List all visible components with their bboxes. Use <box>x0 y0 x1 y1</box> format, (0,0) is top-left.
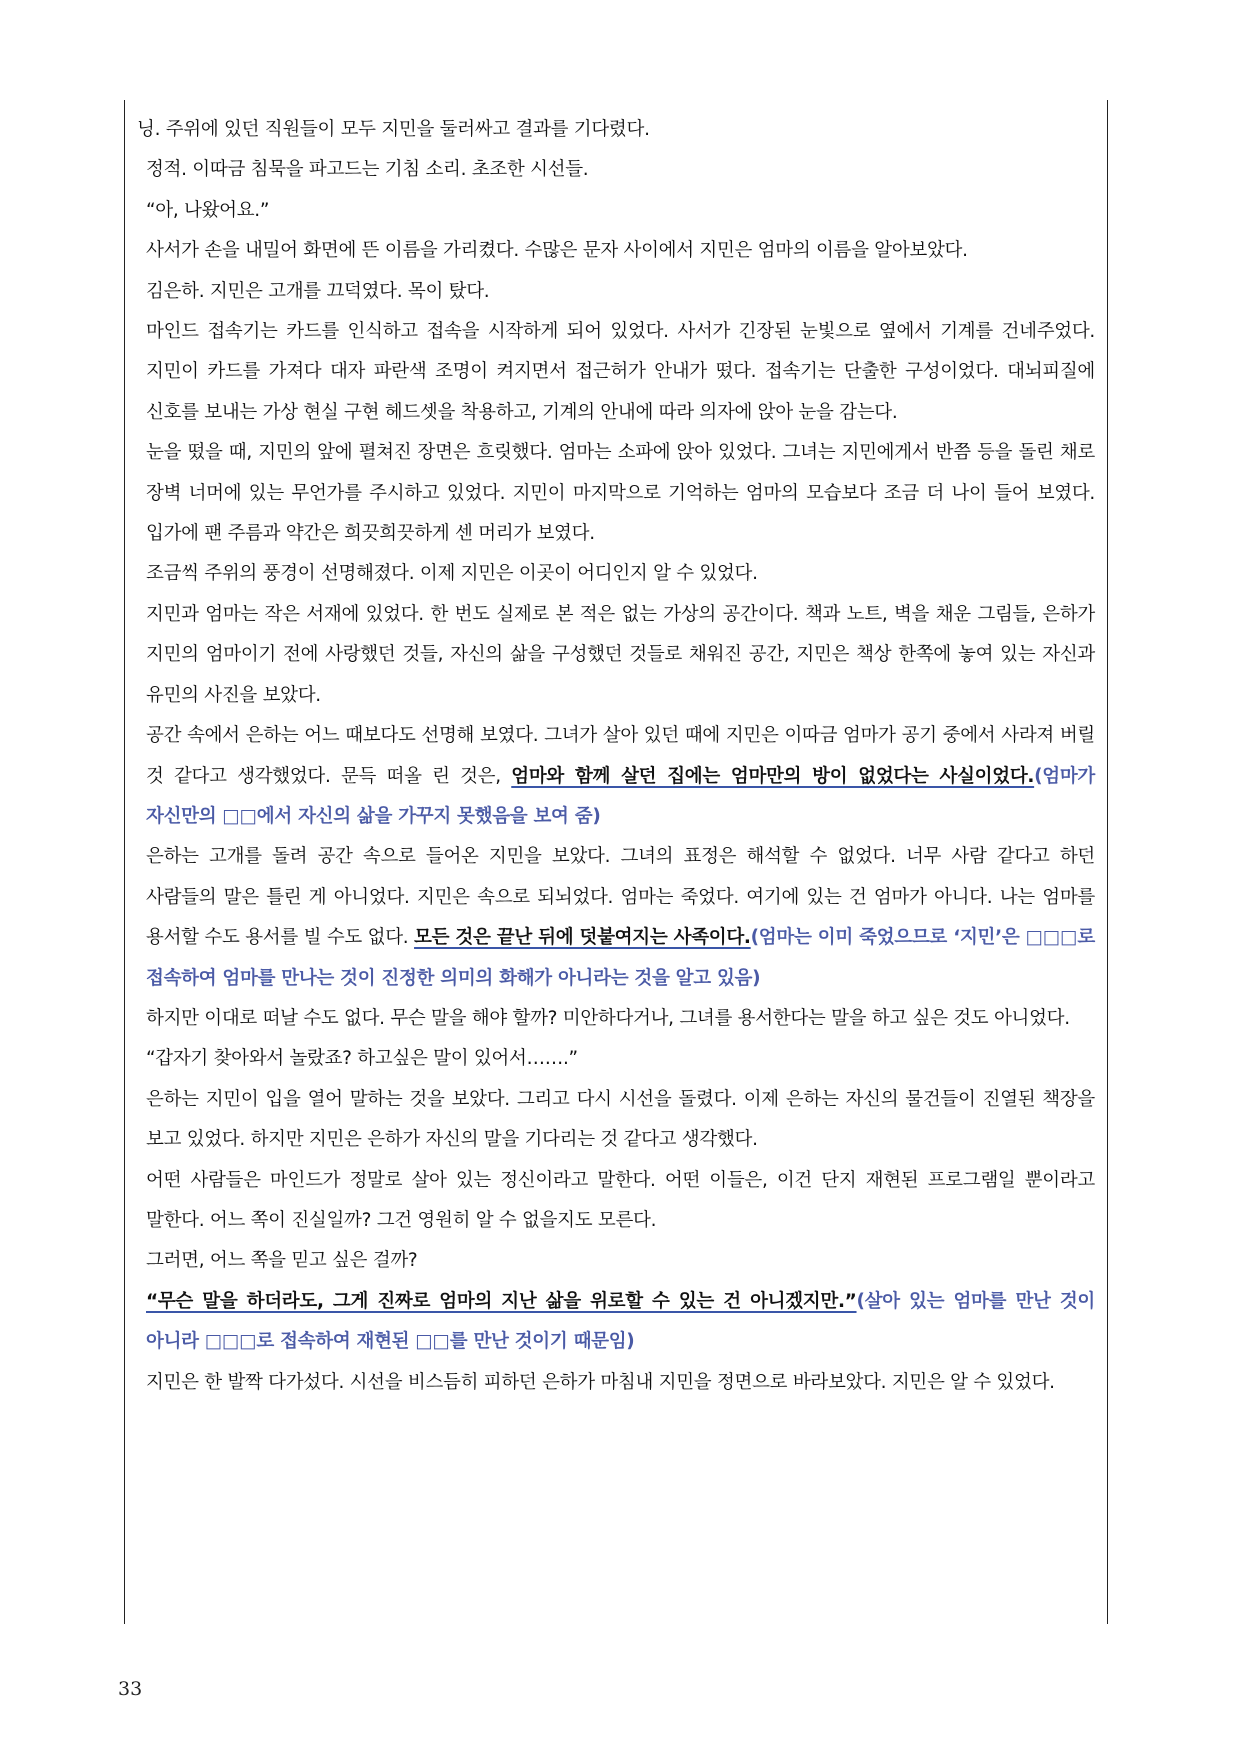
body-text: 지민과 엄마는 작은 서재에 있었다. 한 번도 실제로 본 적은 없는 가상의 공간이다. 책과 노트, 벽을 채운 그림들, 은하가 지민의 엄마이기 전에 사랑했던 것들, 자신의 삶을 구성했던 것들로 채워진 공간, 지민은 책상 한쪽에 놓여 있는 자신과 유민의 사진을 보았다. <box>146 603 1095 706</box>
body-text: 하지만 이대로 떠날 수도 없다. 무슨 말을 해야 할까? 미안하다거나, 그녀를 용서한다는 말을 하고 싶은 것도 아니었다. <box>146 1007 1070 1029</box>
underlined-passage: 모든 것은 끝난 뒤에 덧붙여지는 사족이다. <box>414 927 751 949</box>
paragraph <box>137 1080 1095 1161</box>
paragraph <box>137 716 1095 837</box>
annotation-note: (엄마가 자신만의 □□에서 자신의 삶을 가꾸지 못했음을 보여 줌) <box>146 765 1095 827</box>
body-text: 은하는 지민이 입을 열어 말하는 것을 보았다. 그리고 다시 시선을 돌렸다. 이제 은하는 자신의 물건들이 진열된 책장을 보고 있었다. 하지만 지민은 은하가 자신의 말을 기다리는 것 같다고 생각했다. <box>146 1088 1095 1151</box>
body-text: 어떤 사람들은 마인드가 정말로 살아 있는 정신이라고 말한다. 어떤 이들은, 이건 단지 재현된 프로그램일 뿐이라고 말한다. 어느 쪽이 진실일까? 그건 영원히 알 수 없을지도 모른다. <box>146 1169 1095 1231</box>
paragraph <box>137 1039 1095 1079</box>
story-body <box>137 110 1095 1403</box>
underlined-passage: “무슨 말을 하더라도, 그게 진짜로 엄마의 지난 삶을 위로할 수 있는 건 아니겠지만.” <box>146 1290 857 1312</box>
paragraph <box>137 272 1095 312</box>
body-text: 김은하. 지민은 고개를 끄덕였다. 목이 탔다. <box>146 280 490 302</box>
annotation-note: (엄마는 이미 죽었으므로 ‘지민’은 □□□로 접속하여 엄마를 만나는 것이 진정한 의미의 화해가 아니라는 것을 알고 있음) <box>146 927 1096 989</box>
body-text: “아, 나왔어요.” <box>146 199 270 221</box>
body-text: 닝. 주위에 있던 직원들이 모두 지민을 둘러싸고 결과를 기다렸다. <box>137 119 650 140</box>
paragraph <box>137 191 1095 231</box>
paragraph <box>137 999 1095 1039</box>
paragraph <box>137 837 1095 999</box>
paragraph <box>137 1363 1095 1403</box>
paragraph <box>137 312 1095 433</box>
annotation-note: (살아 있는 엄마를 만난 것이 아니라 □□□로 접속하여 재현된 □□를 만난 것이기 때문임) <box>146 1290 1095 1353</box>
page-number: 33 <box>118 1678 143 1700</box>
page-frame <box>124 100 1108 1624</box>
paragraph <box>137 433 1095 554</box>
body-text: 사서가 손을 내밀어 화면에 뜬 이름을 가리켰다. 수많은 문자 사이에서 지민은 엄마의 이름을 알아보았다. <box>146 240 968 262</box>
paragraph <box>137 1282 1095 1363</box>
body-text: 조금씩 주위의 풍경이 선명해졌다. 이제 지민은 이곳이 어디인지 알 수 있었다. <box>146 563 758 585</box>
body-text: 그러면, 어느 쪽을 믿고 싶은 걸까? <box>146 1250 418 1272</box>
body-text: 마인드 접속기는 카드를 인식하고 접속을 시작하게 되어 있었다. 사서가 긴장된 눈빛으로 옆에서 기계를 건네주었다. 지민이 카드를 가져다 대자 파란색 조명이 켜지면서 접근허가 안내가 떴다. 접속기는 단출한 구성이었다. 대뇌피질에 신호를 보내는 가상 현실 구현 헤드셋을 착용하고, 기계의 안내에 따라 의자에 앉아 눈을 감는다. <box>146 321 1095 423</box>
paragraph <box>137 150 1095 190</box>
body-text: 지민은 한 발짝 다가섰다. 시선을 비스듬히 피하던 은하가 마침내 지민을 정면으로 바라보았다. 지민은 알 수 있었다. <box>146 1371 1055 1393</box>
paragraph <box>137 110 1095 150</box>
body-text: 공간 속에서 은하는 어느 때보다도 선명해 보였다. 그녀가 살아 있던 때에 지민은 이따금 엄마가 공기 중에서 사라져 버릴 것 같다고 생각했었다. 문득 떠올 린 것은, <box>146 725 1095 787</box>
paragraph <box>137 554 1095 594</box>
underlined-passage: 엄마와 함께 살던 집에는 엄마만의 방이 없었다는 사실이었다. <box>511 765 1035 787</box>
body-text: 정적. 이따금 침묵을 파고드는 기침 소리. 초조한 시선들. <box>146 159 589 181</box>
body-text: “갑자기 찾아와서 놀랐죠? 하고싶은 말이 있어서…….” <box>146 1048 578 1070</box>
paragraph <box>137 1241 1095 1281</box>
paragraph <box>137 1161 1095 1242</box>
body-text: 눈을 떴을 때, 지민의 앞에 펼쳐진 장면은 흐릿했다. 엄마는 소파에 앉아 있었다. 그녀는 지민에게서 반쯤 등을 돌린 채로 장벽 너머에 있는 무언가를 주시하고 있었다. 지민이 마지막으로 기억하는 엄마의 모습보다 조금 더 나이 들어 보였다. 입가에 팬 주름과 약간은 희끗희끗하게 센 머리가 보였다. <box>146 442 1095 545</box>
body-text: 은하는 고개를 돌려 공간 속으로 들어온 지민을 보았다. 그녀의 표정은 해석할 수 없었다. 너무 사람 같다고 하던 사람들의 말은 틀린 게 아니었다. 지민은 속으로 되뇌었다. 엄마는 죽었다. 여기에 있는 건 엄마가 아니다. 나는 엄마를 용서할 수도 용서를 빌 수도 없다. <box>146 846 1095 949</box>
paragraph <box>137 231 1095 271</box>
paragraph <box>137 595 1095 716</box>
